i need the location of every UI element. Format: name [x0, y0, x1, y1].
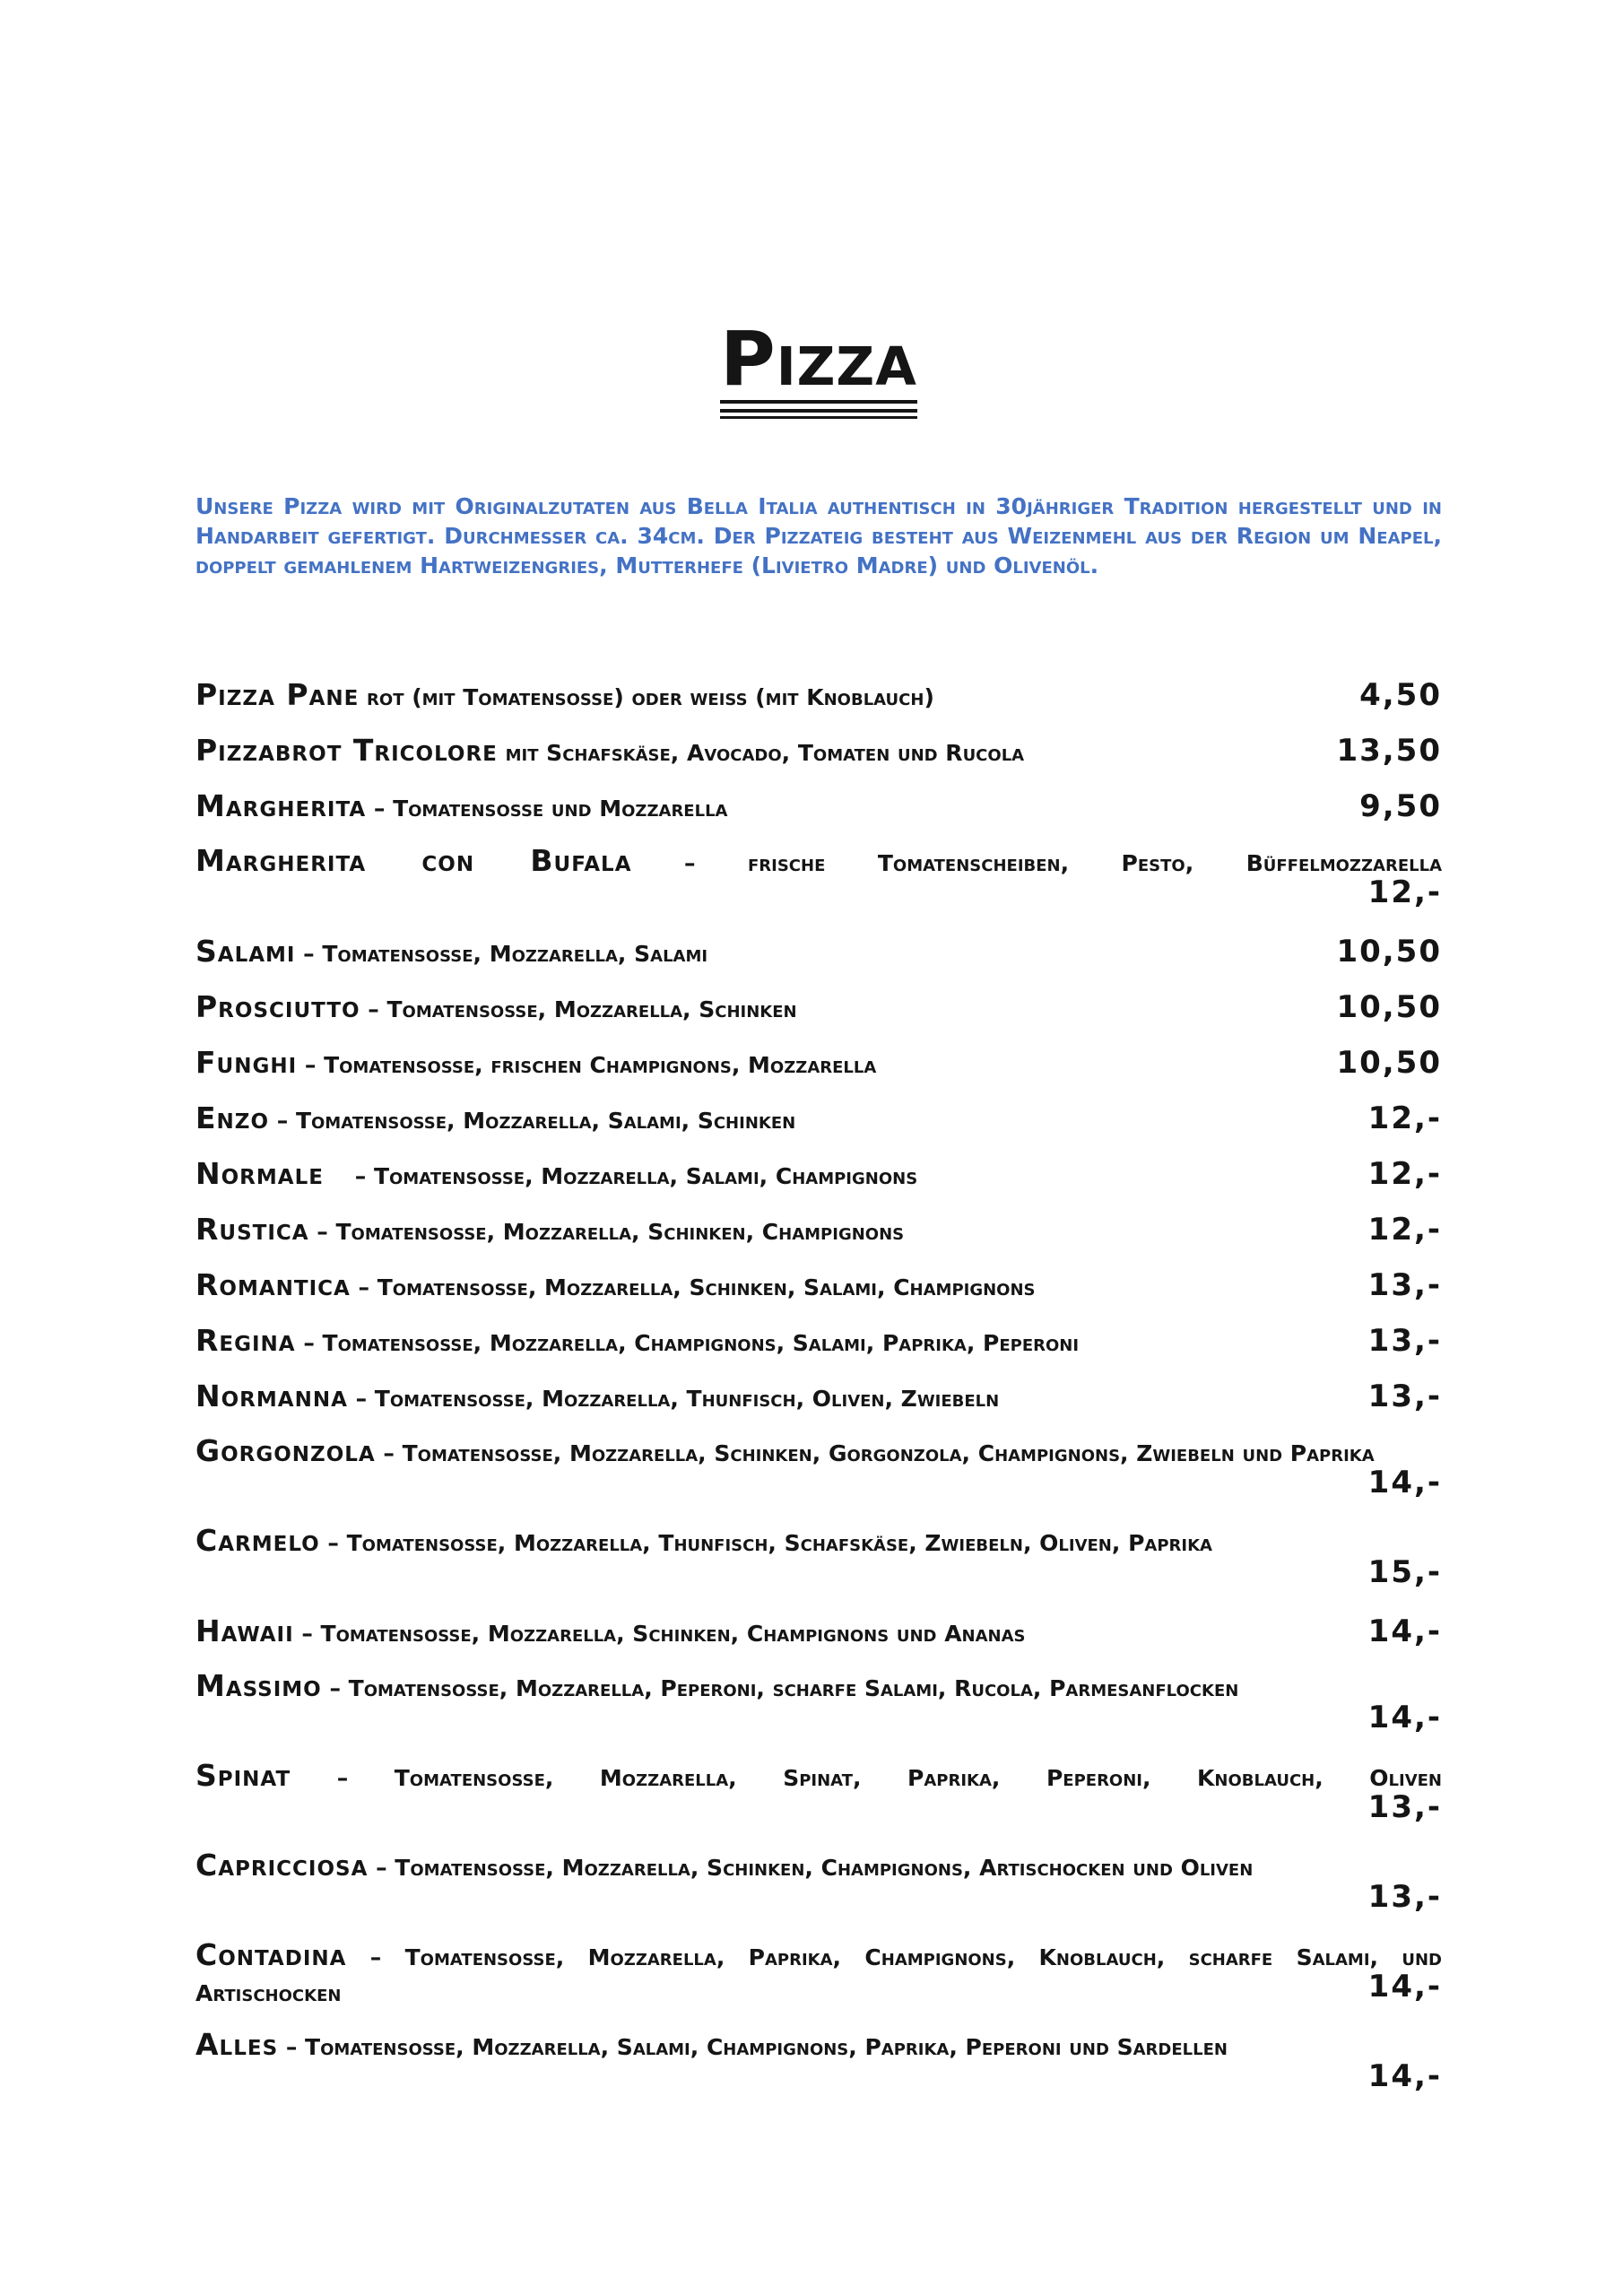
menu-item [195, 1267, 1442, 1323]
item-description: – Tomatensosse, Mozzarella, Schinken, Champignons [308, 1219, 905, 1245]
item-description: rot (mit Tomatensosse) oder weiss (mit Knoblauch) [359, 684, 934, 710]
item-price: 13,- [1367, 1323, 1442, 1359]
item-price: 14,- [1367, 1969, 1442, 2005]
menu-item [195, 1669, 1442, 1759]
menu-item [195, 1156, 1442, 1212]
item-price: 10,50 [1336, 1045, 1442, 1081]
item-name: Normanna [195, 1378, 348, 1413]
item-price: 13,- [1367, 1879, 1442, 1915]
menu-item [195, 1759, 1442, 1848]
menu-item [195, 677, 1442, 733]
item-name: Margherita [195, 788, 367, 823]
item-name: Pizza Pane [195, 677, 360, 712]
item-name: Margherita con Bufala [195, 843, 632, 878]
item-name: Carmelo [195, 1523, 320, 1558]
item-description: – Tomatensosse, Mozzarella, Schinken, Champignons, Artischocken und Oliven [368, 1855, 1254, 1881]
item-price: 12,- [1367, 874, 1442, 910]
menu-item [195, 1100, 1442, 1156]
item-price: 14,- [1367, 1613, 1442, 1649]
item-name: Normale [195, 1156, 324, 1191]
menu-item [195, 1212, 1442, 1267]
page-title: Pizza [720, 315, 917, 403]
item-name: Gorgonzola [195, 1433, 376, 1468]
item-name: Massimo [195, 1668, 322, 1703]
item-description: – Tomatensosse, Mozzarella, Schinken, Champignons und Ananas [293, 1621, 1026, 1647]
item-price: 13,- [1367, 1378, 1442, 1414]
item-name: Spinat [195, 1758, 291, 1793]
item-description: – Tomatensosse, Mozzarella, Salami, Champignons, Paprika, Peperoni und Sardellen [278, 2034, 1228, 2060]
item-description: – Tomatensosse, Mozzarella, Schinken [360, 996, 797, 1022]
intro-text: Unsere Pizza wird mit Originalzutaten aus Bella Italia authentisch in 30jähriger Tradition hergestellt und in Handarbeit gefertigt. Durchmesser ca. 34cm. Der Pizzateig besteht aus Weizenmehl aus der Region um Neapel, doppelt gemahlenem Hartweizengries, Mutterhefe (Livietro Madre) und Olivenöl. [195, 493, 1442, 578]
item-description: – Tomatensosse, Mozzarella, Salami, Champignons [323, 1163, 918, 1189]
item-price: 13,50 [1336, 733, 1442, 769]
item-price: 13,- [1367, 1789, 1442, 1825]
item-description: – Tomatensosse, Mozzarella, Salami [295, 941, 708, 967]
item-name: Funghi [195, 1045, 298, 1080]
item-name: Pizzabrot Tricolore [195, 733, 498, 768]
menu-item [195, 1434, 1442, 1524]
item-name: Prosciutto [195, 989, 360, 1024]
item-description: – Tomatensosse, Mozzarella, Thunfisch, Oliven, Zwiebeln [347, 1386, 1000, 1412]
item-description: – Tomatensosse, Mozzarella, Salami, Schinken [269, 1108, 796, 1134]
item-name: Alles [195, 2027, 279, 2062]
item-price: 10,50 [1336, 989, 1442, 1025]
item-price: 14,- [1367, 2058, 1442, 2094]
item-description: – Tomatensosse, Mozzarella, Paprika, Champignons, Knoblauch, scharfe Salami, und Artischocken [195, 1944, 1442, 2006]
item-price: 14,- [1367, 1700, 1442, 1735]
item-price: 12,- [1367, 1212, 1442, 1248]
item-name: Hawaii [195, 1613, 294, 1648]
menu-item [195, 844, 1442, 934]
item-price: 13,- [1367, 1267, 1442, 1303]
item-description: – frische Tomatenscheiben, Pesto, Büffelmozzarella [631, 850, 1442, 876]
pizza-list [195, 677, 1442, 2118]
item-price: 15,- [1367, 1554, 1442, 1590]
item-price: 10,50 [1336, 934, 1442, 970]
item-price: 12,- [1367, 1156, 1442, 1192]
item-description: – Tomatensosse, Mozzarella, Peperoni, scharfe Salami, Rucola, Parmesanflocken [321, 1675, 1239, 1701]
item-price: 4,50 [1359, 677, 1442, 713]
item-description: – Tomatensosse, Mozzarella, Thunfisch, Schafskäse, Zwiebeln, Oliven, Paprika [319, 1530, 1212, 1556]
item-description: – Tomatensosse, Mozzarella, Champignons, Salami, Paprika, Peperoni [295, 1330, 1080, 1356]
item-price: 9,50 [1359, 788, 1442, 824]
menu-item [195, 788, 1442, 844]
item-description: – Tomatensosse, Mozzarella, Schinken, Gorgonzola, Champignons, Zwiebeln und Paprika [375, 1440, 1375, 1466]
item-name: Regina [195, 1323, 296, 1358]
item-price: 12,- [1367, 1100, 1442, 1136]
menu-item [195, 1613, 1442, 1669]
menu-item [195, 934, 1442, 989]
menu-item [195, 2028, 1442, 2118]
item-description: – Tomatensosse und Mozzarella [366, 796, 728, 822]
menu-item [195, 1378, 1442, 1434]
item-name: Salami [195, 934, 296, 969]
item-description: – Tomatensosse, frischen Champignons, Mozzarella [297, 1052, 877, 1078]
menu-item [195, 1045, 1442, 1100]
item-description: mit Schafskäse, Avocado, Tomaten und Rucola [497, 740, 1025, 766]
item-name: Enzo [195, 1100, 270, 1135]
menu-item [195, 989, 1442, 1045]
menu-item [195, 1848, 1442, 1938]
item-description: – Tomatensosse, Mozzarella, Schinken, Salami, Champignons [350, 1274, 1036, 1300]
item-description: – Tomatensosse, Mozzarella, Spinat, Paprika, Peperoni, Knoblauch, Oliven [291, 1765, 1442, 1791]
item-price: 14,- [1367, 1465, 1442, 1500]
item-name: Capricciosa [195, 1848, 369, 1883]
item-name: Romantica [195, 1267, 351, 1302]
menu-item [195, 733, 1442, 788]
item-name: Contadina [195, 1937, 347, 1972]
menu-item [195, 1524, 1442, 1613]
menu-item [195, 1938, 1442, 2028]
menu-item [195, 1323, 1442, 1378]
title-wrap [195, 315, 1442, 404]
item-name: Rustica [195, 1212, 309, 1247]
